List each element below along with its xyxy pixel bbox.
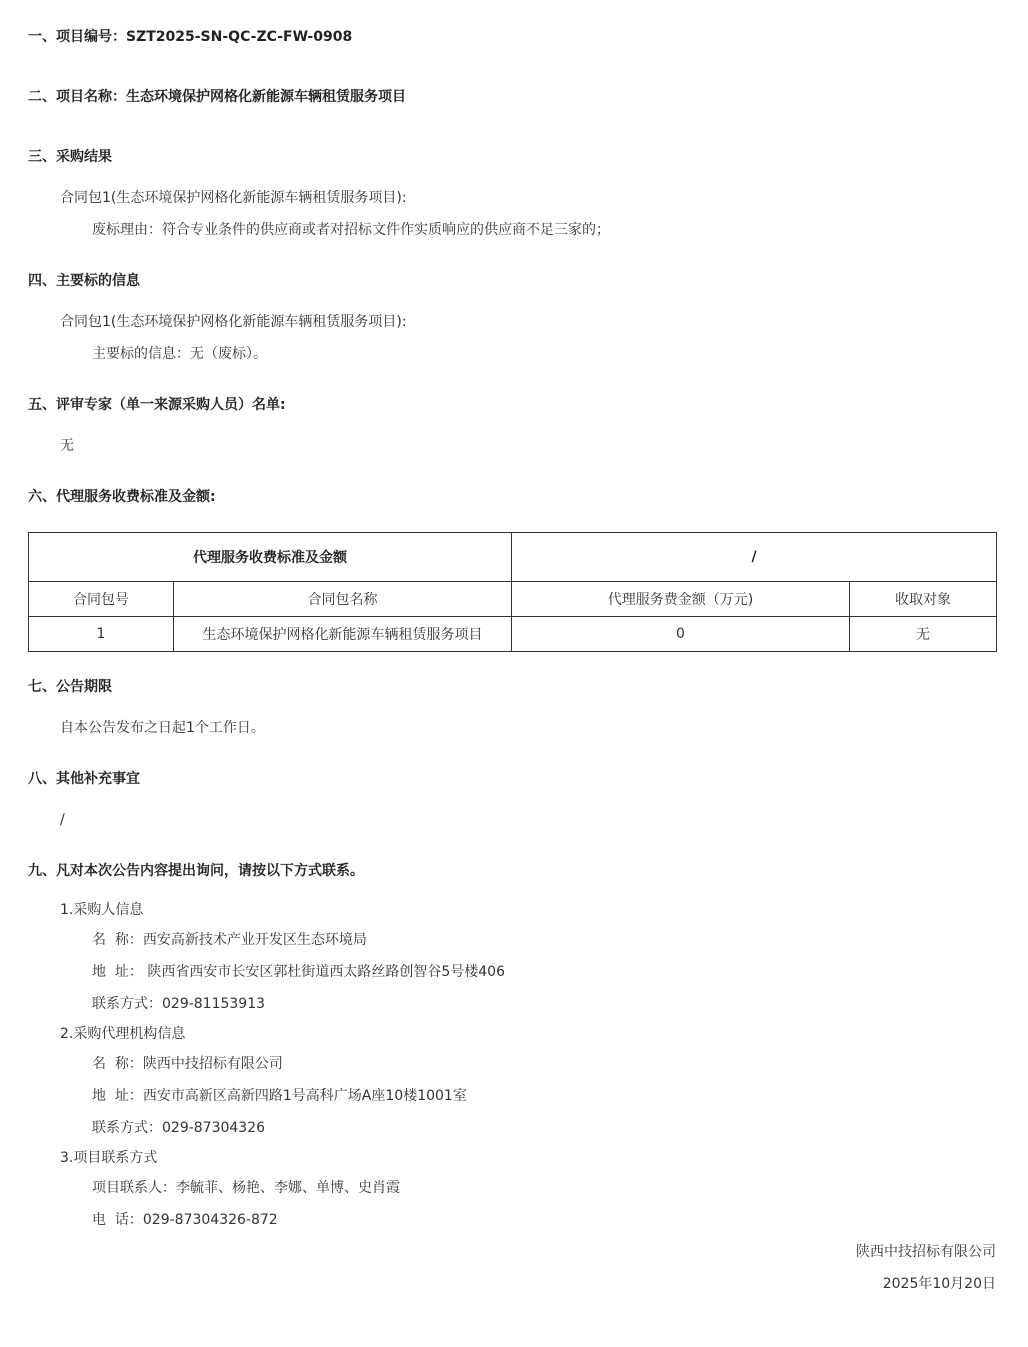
buyer-address: 地 址： 陕西省西安市长安区郭杜街道西太路丝路创智谷5号楼406 (92, 964, 505, 980)
notice-period-heading: 七、公告期限 (28, 679, 112, 695)
agency-fee-table (28, 532, 997, 652)
buyer-name: 名 称：西安高新技术产业开发区生态环境局 (92, 932, 367, 948)
project-contact-phone: 电 话：029-87304326-872 (92, 1212, 278, 1228)
column-header: 合同包名称 (174, 582, 512, 617)
table-cell: 生态环境保护网格化新能源车辆租赁服务项目 (174, 617, 512, 652)
fee-standard-label: 代理服务收费标准及金额 (29, 533, 512, 582)
subject-package-label: 合同包1(生态环境保护网格化新能源车辆租赁服务项目): (60, 314, 407, 330)
agency-info-title: 2.采购代理机构信息 (60, 1026, 186, 1042)
other-matters-heading: 八、其他补充事宜 (28, 771, 140, 787)
subject-info: 主要标的信息：无（废标）。 (92, 346, 267, 362)
table-header-row (29, 533, 997, 582)
fee-standard-value: / (512, 533, 997, 582)
table-cell: 0 (512, 617, 850, 652)
experts-heading: 五、评审专家（单一来源采购人员）名单: (28, 397, 286, 413)
main-subject-heading: 四、主要标的信息 (28, 273, 140, 289)
agency-address: 地 址：西安市高新区高新四路1号高科广场A座10楼1001室 (92, 1088, 467, 1104)
procurement-result-heading: 三、采购结果 (28, 149, 112, 165)
agency-fee-heading: 六、代理服务收费标准及金额: (28, 489, 216, 505)
project-name-heading: 二、项目名称：生态环境保护网格化新能源车辆租赁服务项目 (28, 89, 406, 105)
table-cell: 无 (850, 617, 997, 652)
result-reason: 废标理由：符合专业条件的供应商或者对招标文件作实质响应的供应商不足三家的； (92, 222, 610, 238)
column-header: 代理服务费金额（万元) (512, 582, 850, 617)
column-header: 合同包号 (29, 582, 174, 617)
signing-company: 陕西中技招标有限公司 (856, 1244, 996, 1260)
table-cell: 1 (29, 617, 174, 652)
buyer-contact: 联系方式：029-81153913 (92, 996, 266, 1012)
other-matters-value: / (60, 812, 65, 828)
project-contact-title: 3.项目联系方式 (60, 1150, 158, 1166)
contact-heading: 九、凡对本次公告内容提出询问，请按以下方式联系。 (28, 863, 364, 879)
table-row (29, 617, 997, 652)
agency-contact: 联系方式：029-87304326 (92, 1120, 266, 1136)
agency-name: 名 称：陕西中技招标有限公司 (92, 1056, 283, 1072)
buyer-info-title: 1.采购人信息 (60, 902, 144, 918)
table-column-row (29, 582, 997, 617)
column-header: 收取对象 (850, 582, 997, 617)
notice-period-value: 自本公告发布之日起1个工作日。 (60, 720, 265, 736)
project-contact-people: 项目联系人：李毓菲、杨艳、李娜、单博、史肖霞 (92, 1180, 400, 1196)
project-number-heading: 一、项目编号：SZT2025-SN-QC-ZC-FW-0908 (28, 29, 353, 45)
result-package-label: 合同包1(生态环境保护网格化新能源车辆租赁服务项目): (60, 190, 407, 206)
experts-value: 无 (60, 438, 74, 454)
signing-date: 2025年10月20日 (882, 1276, 996, 1292)
